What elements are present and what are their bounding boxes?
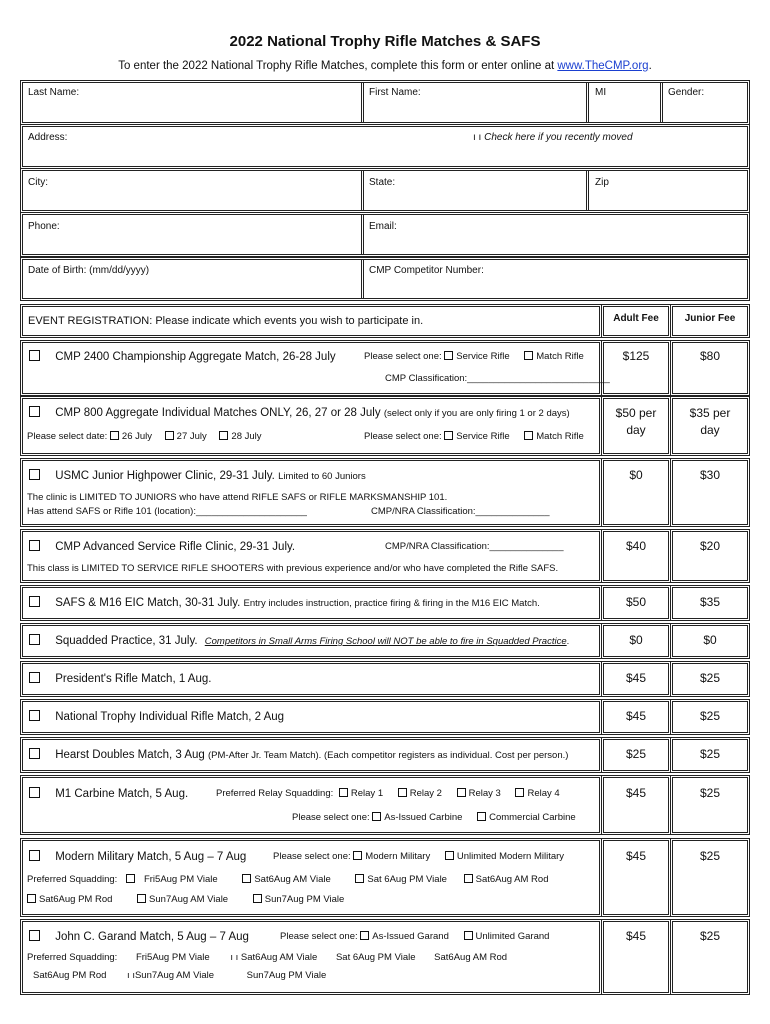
- match-rifle-label: Match Rifle: [536, 431, 584, 442]
- address-row: [22, 126, 748, 167]
- event-squadded-practice-name: Squadded Practice, 31 July.: [55, 635, 198, 647]
- garand-squadding-row2: [33, 970, 326, 981]
- select-label: Please select one:: [292, 812, 370, 823]
- event-m1-carbine-name: M1 Carbine Match, 5 Aug.: [55, 788, 189, 800]
- modern-military-option-label: Modern Military: [365, 851, 431, 862]
- event-cmp-2400-rifle-select: [364, 351, 584, 362]
- garand-type-select: [280, 931, 549, 942]
- event-national-trophy-adult-fee: $45: [625, 709, 647, 723]
- sat6-am-viale-option[interactable]: ı ı Sat6Aug AM Viale: [230, 952, 318, 963]
- subtitle-text: To enter the 2022 National Trophy Rifle Matches, complete this form or enter online at: [118, 60, 555, 72]
- sat6-am-rod-label: Sat6Aug AM Rod: [475, 874, 549, 885]
- usmc-classification-field[interactable]: CMP/NRA Classification:______________: [371, 506, 550, 517]
- event-safs-m16-junior-fee: $35: [699, 595, 721, 609]
- sat6-am-viale-checkbox[interactable]: [242, 874, 251, 883]
- dob-field[interactable]: Date of Birth: (mm/dd/yyyy): [28, 265, 150, 276]
- event-cmp-800-checkbox[interactable]: [29, 406, 40, 417]
- event-national-trophy-junior-fee: $25: [699, 709, 721, 723]
- registration-header: EVENT REGISTRATION: Please indicate which events you wish to participate in.: [28, 315, 424, 327]
- mi-field[interactable]: MI: [595, 87, 607, 98]
- moved-label: Check here if you recently moved: [484, 132, 633, 143]
- sun7-pm-viale-label: Sun7Aug PM Viale: [264, 894, 345, 905]
- zip-field[interactable]: Zip: [595, 177, 609, 188]
- event-cmp-800-junior-fee: [672, 405, 748, 439]
- unlimited-modern-military-label: Unlimited Modern Military: [456, 851, 565, 862]
- relay-2-checkbox[interactable]: [398, 788, 407, 797]
- moved-box-icon: ı ı: [473, 132, 485, 143]
- sun7-am-viale-option[interactable]: ı ıSun7Aug AM Viale: [127, 970, 215, 981]
- event-usmc-clinic-note: Limited to 60 Juniors: [278, 471, 366, 482]
- event-national-trophy-checkbox[interactable]: [29, 710, 40, 721]
- as-issued-garand-label: As-Issued Garand: [372, 931, 449, 942]
- event-advanced-service-rifle: [29, 540, 295, 553]
- event-squadded-practice-adult-fee: $0: [629, 633, 643, 647]
- cmp-number-field[interactable]: CMP Competitor Number:: [369, 265, 484, 276]
- event-usmc-clinic-adult-fee: $0: [629, 468, 643, 482]
- junior-fee-header: Junior Fee: [684, 313, 736, 324]
- event-hearst-doubles-adult-fee: $25: [625, 747, 647, 761]
- event-garand-checkbox[interactable]: [29, 930, 40, 941]
- page-title: 2022 National Trophy Rifle Matches & SAFS: [229, 33, 541, 50]
- event-advanced-service-rifle-junior-fee: $20: [699, 539, 721, 553]
- cmp-classification-field[interactable]: CMP Classification:___________________________: [385, 373, 610, 384]
- event-advanced-service-rifle-name: CMP Advanced Service Rifle Clinic, 29-31 July.: [55, 541, 296, 553]
- unlimited-garand-checkbox[interactable]: [464, 931, 473, 940]
- date-27-label: 27 July: [176, 431, 207, 442]
- select-label: Please select one:: [364, 351, 442, 362]
- event-presidents-match: [29, 672, 211, 685]
- state-field[interactable]: State:: [369, 177, 396, 188]
- sat6-am-viale-label: Sat6Aug AM Viale: [240, 952, 318, 963]
- commercial-carbine-label: Commercial Carbine: [489, 812, 576, 823]
- fri5-pm-viale-checkbox[interactable]: [126, 874, 135, 883]
- sat6-pm-rod-checkbox[interactable]: [27, 894, 36, 903]
- adult-fee-line1: $50 per: [615, 406, 657, 420]
- event-safs-m16: [29, 596, 540, 609]
- garand-squadding-row1: [27, 952, 507, 963]
- event-hearst-doubles-note: (PM-After Jr. Team Match). (Each competitor registers as individual. Cost per person.): [208, 750, 569, 761]
- event-presidents-match-checkbox[interactable]: [29, 672, 40, 683]
- fri5-pm-viale-option[interactable]: Fri5Aug PM Viale: [135, 952, 210, 963]
- phone-field[interactable]: Phone:: [28, 221, 60, 232]
- event-m1-carbine-checkbox[interactable]: [29, 787, 40, 798]
- gender-field[interactable]: Gender:: [668, 87, 705, 98]
- modern-military-squadding-row1: [27, 874, 549, 885]
- event-hearst-doubles: [29, 748, 568, 761]
- relay-4-label: Relay 4: [527, 788, 560, 799]
- event-cmp-2400: [29, 350, 336, 363]
- junior-fee-line2: day: [700, 423, 720, 437]
- match-rifle-checkbox[interactable]: [524, 351, 533, 360]
- website-link[interactable]: www.TheCMP.org: [557, 60, 649, 72]
- fri5-pm-viale-label: Fri5Aug PM Viale: [143, 874, 218, 885]
- advanced-classification-field[interactable]: CMP/NRA Classification:______________: [385, 541, 564, 552]
- squadding-label: Preferred Squadding:: [27, 874, 118, 885]
- modern-military-option-checkbox[interactable]: [353, 851, 362, 860]
- unlimited-modern-military-checkbox[interactable]: [445, 851, 454, 860]
- relay-1-checkbox[interactable]: [339, 788, 348, 797]
- sat6-am-viale-label: Sat6Aug AM Viale: [254, 874, 331, 885]
- relay-1-label: Relay 1: [350, 788, 384, 799]
- event-presidents-match-name: President's Rifle Match, 1 Aug.: [55, 673, 212, 685]
- event-hearst-doubles-junior-fee: $25: [699, 747, 721, 761]
- as-issued-carbine-checkbox[interactable]: [372, 812, 381, 821]
- sat6-pm-viale-label: Sat 6Aug PM Viale: [367, 874, 447, 885]
- event-squadded-practice-checkbox[interactable]: [29, 634, 40, 645]
- event-modern-military-checkbox[interactable]: [29, 850, 40, 861]
- sun7-pm-viale-option[interactable]: Sun7Aug PM Viale: [246, 970, 327, 981]
- service-rifle-checkbox[interactable]: [444, 431, 453, 440]
- event-cmp-2400-adult-fee: $125: [622, 349, 650, 363]
- adult-fee-line2: day: [626, 423, 646, 437]
- event-cmp-2400-name: CMP 2400 Championship Aggregate Match, 26-28 July: [55, 351, 336, 363]
- event-garand-junior-fee: $25: [699, 929, 721, 943]
- city-field[interactable]: City:: [28, 177, 48, 188]
- date-28-label: 28 July: [231, 431, 262, 442]
- event-squadded-practice-junior-fee: $0: [703, 633, 717, 647]
- event-advanced-service-rifle-adult-fee: $40: [625, 539, 647, 553]
- event-squadded-practice: [29, 634, 569, 647]
- event-presidents-match-junior-fee: $25: [699, 671, 721, 685]
- junior-fee-line1: $35 per: [689, 406, 731, 420]
- event-usmc-clinic-junior-fee: $30: [699, 468, 721, 482]
- event-modern-military-adult-fee: $45: [625, 849, 647, 863]
- event-national-trophy-name: National Trophy Individual Rifle Match, 2 Aug: [55, 711, 285, 723]
- event-cmp-2400-checkbox[interactable]: [29, 350, 40, 361]
- commercial-carbine-checkbox[interactable]: [477, 812, 486, 821]
- squadding-label: Preferred Squadding:: [27, 952, 118, 963]
- match-rifle-label: Match Rifle: [536, 351, 584, 362]
- modern-military-squadding-row2: [27, 894, 344, 905]
- sat6-am-rod-option[interactable]: Sat6Aug AM Rod: [434, 952, 508, 963]
- event-hearst-doubles-name: Hearst Doubles Match, 3 Aug: [55, 749, 205, 761]
- sat6-pm-viale-option[interactable]: Sat 6Aug PM Viale: [335, 952, 416, 963]
- carbine-type-select: [292, 812, 576, 823]
- event-m1-carbine: [29, 787, 188, 800]
- event-usmc-clinic: [29, 469, 366, 482]
- as-issued-garand-checkbox[interactable]: [360, 931, 369, 940]
- event-garand: [29, 930, 249, 943]
- event-advanced-service-rifle-info: This class is LIMITED TO SERVICE RIFLE SHOOTERS with previous experience and/or who have completed the Rifle SAFS.: [27, 563, 559, 574]
- event-cmp-2400-junior-fee: $80: [699, 349, 721, 363]
- last-name-field[interactable]: Last Name:: [28, 87, 80, 98]
- relay-3-label: Relay 3: [468, 788, 501, 799]
- event-modern-military-junior-fee: $25: [699, 849, 721, 863]
- event-usmc-clinic-name: USMC Junior Highpower Clinic, 29-31 July.: [55, 470, 275, 482]
- date-26-checkbox[interactable]: [110, 431, 119, 440]
- event-cmp-800-name: CMP 800 Aggregate Individual Matches ONLY, 26, 27 or 28 July: [55, 407, 381, 419]
- adult-fee-header: Adult Fee: [613, 313, 659, 324]
- subtitle-end: .: [648, 60, 652, 72]
- email-field[interactable]: Email:: [369, 221, 397, 232]
- event-cmp-800: [29, 406, 570, 419]
- date-27-checkbox[interactable]: [165, 431, 174, 440]
- event-usmc-clinic-checkbox[interactable]: [29, 469, 40, 480]
- event-squadded-practice-note: Competitors in Small Arms Firing School will NOT be able to fire in Squadded Practice: [204, 636, 567, 647]
- relay-4-checkbox[interactable]: [515, 788, 524, 797]
- date-26-label: 26 July: [121, 431, 153, 442]
- event-hearst-doubles-checkbox[interactable]: [29, 748, 40, 759]
- service-rifle-label: Service Rifle: [456, 431, 510, 442]
- event-modern-military: [29, 850, 246, 863]
- sat6-pm-viale-checkbox[interactable]: [355, 874, 364, 883]
- event-modern-military-name: Modern Military Match, 5 Aug – 7 Aug: [55, 851, 247, 863]
- event-safs-m16-name: SAFS & M16 EIC Match, 30-31 July.: [55, 597, 241, 609]
- subtitle: [0, 60, 770, 72]
- address-field[interactable]: Address:: [28, 132, 68, 143]
- modern-military-type-select: [273, 851, 564, 862]
- sun7-am-viale-label: Sun7Aug AM Viale: [149, 894, 229, 905]
- event-garand-adult-fee: $45: [625, 929, 647, 943]
- event-usmc-clinic-info: The clinic is LIMITED TO JUNIORS who have attend RIFLE SAFS or RIFLE MARKSMANSHIP 101.: [27, 492, 448, 503]
- select-label: Please select one:: [280, 931, 358, 942]
- relay-squadding-select: [216, 788, 560, 799]
- event-squadded-practice-note-end: .: [566, 636, 570, 647]
- event-cmp-800-note: (select only if you are only firing 1 or 2 days): [383, 408, 570, 419]
- unlimited-garand-label: Unlimited Garand: [475, 931, 550, 942]
- select-label: Please select one:: [364, 431, 442, 442]
- service-rifle-checkbox[interactable]: [444, 351, 453, 360]
- event-national-trophy: [29, 710, 284, 723]
- event-safs-m16-checkbox[interactable]: [29, 596, 40, 607]
- first-name-field[interactable]: First Name:: [369, 87, 421, 98]
- event-safs-m16-note: Entry includes instruction, practice firing & firing in the M16 EIC Match.: [243, 598, 540, 609]
- sat6-pm-rod-label: Sat6Aug PM Rod: [39, 894, 113, 905]
- moved-checkbox[interactable]: [473, 132, 633, 143]
- relay-2-label: Relay 2: [409, 788, 442, 799]
- event-cmp-800-date-select: [27, 431, 262, 442]
- relay-3-checkbox[interactable]: [457, 788, 466, 797]
- relay-label: Preferred Relay Squadding:: [216, 788, 334, 799]
- match-rifle-checkbox[interactable]: [524, 431, 533, 440]
- event-advanced-service-rifle-checkbox[interactable]: [29, 540, 40, 551]
- event-presidents-match-adult-fee: $45: [625, 671, 647, 685]
- service-rifle-label: Service Rifle: [456, 351, 510, 362]
- event-garand-name: John C. Garand Match, 5 Aug – 7 Aug: [55, 931, 249, 943]
- sat6-pm-rod-option[interactable]: Sat6Aug PM Rod: [33, 970, 107, 981]
- date-28-checkbox[interactable]: [219, 431, 228, 440]
- event-m1-carbine-adult-fee: $45: [625, 786, 647, 800]
- as-issued-carbine-label: As-Issued Carbine: [384, 812, 463, 823]
- event-safs-m16-adult-fee: $50: [625, 595, 647, 609]
- select-label: Please select one:: [273, 851, 351, 862]
- event-m1-carbine-junior-fee: $25: [699, 786, 721, 800]
- sun7-am-viale-label: Sun7Aug AM Viale: [134, 970, 215, 981]
- event-cmp-800-adult-fee: [603, 405, 669, 439]
- safs-location-field[interactable]: Has attend SAFS or Rifle 101 (location):_____________________: [27, 506, 307, 517]
- sun7-pm-viale-checkbox[interactable]: [253, 894, 262, 903]
- event-cmp-800-rifle-select: [364, 431, 584, 442]
- date-label: Please select date:: [27, 431, 108, 442]
- sat6-am-rod-checkbox[interactable]: [464, 874, 473, 883]
- sun7-am-viale-checkbox[interactable]: [137, 894, 146, 903]
